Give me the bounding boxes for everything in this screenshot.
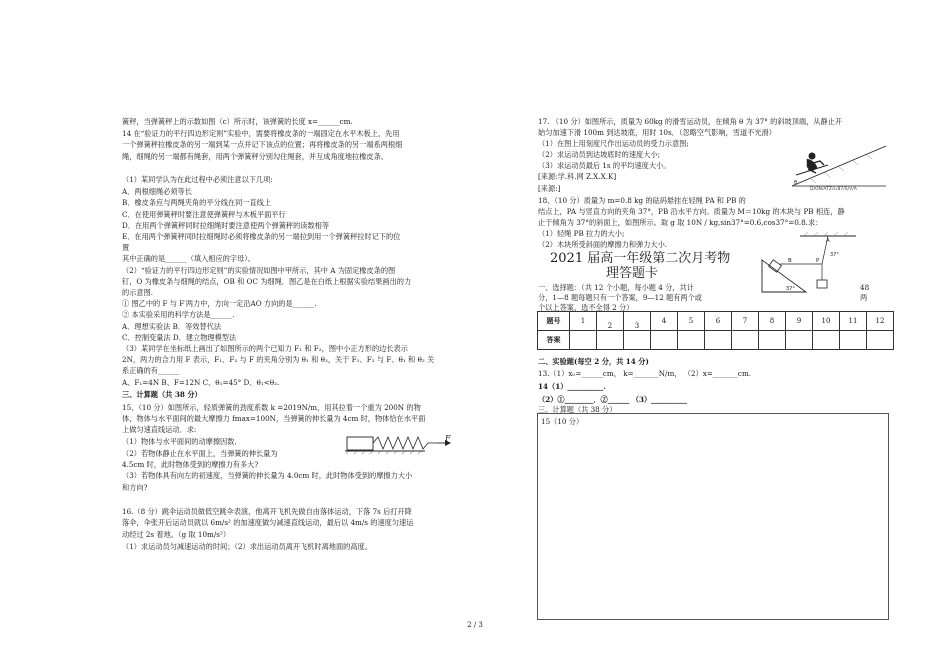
left-line: 2N，两力的合力用 F 表示，F₁、F₂ 与 F 的夹角分别为 θ₁ 和 θ₂，关于 F₁、F₂ 与 F、θ₁ 和 θ₂ 关 [122,355,435,364]
q14-answer-line: 14（1）__________. [538,382,606,391]
q18-line: 结点上，PA 与竖直方向的夹角 37°，PB 沿水平方向。质量为 M＝10kg 的木块与 PB 相连，静 [538,207,845,216]
answer-cell[interactable] [678,331,705,350]
q18-line: （1）轻绳 PB 拉力的大小; [538,229,625,238]
left-line: 4.5cm 时，此时物体受到的摩擦力有多大? [122,460,259,469]
question-number: 12 [867,312,894,331]
left-line: 15、（10 分）如图所示，轻质弹簧的劲度系数 k =2019N/m，用其拉着一个重为 200N 的物 [122,403,421,412]
section-one-line: 分，1—8 题每题只有一个答案，9—12 题有两个或 [538,293,702,302]
left-line: （1）求运动员匀减速运动的时间；（2）求出运动员离开飞机时离地面的高度。 [122,542,372,551]
svg-text:37°: 37° [830,252,839,258]
left-line: A．理想实验法 B．等效替代法 [122,322,222,331]
q15-answer-box[interactable] [537,413,889,620]
left-line: 上做匀速直线运动．求: [122,425,197,434]
page-number: 2 / 3 [467,621,483,629]
answer-cell[interactable] [867,331,894,350]
side-note: 两 [860,293,868,302]
question-number: 9 [786,312,813,331]
left-line: （1）物体与水平面间的动摩擦因数． [122,437,242,446]
left-line: A．两根细绳必须等长 [122,187,192,196]
question-number: 6 [705,312,732,331]
section-one-line: 个以上答案，选不全得 2 分） [538,303,634,312]
question-number: 7 [732,312,759,331]
question-number: 3 [624,312,651,331]
left-line: 系正确的有______ [122,366,180,375]
q17-line: [来源:] [538,184,561,193]
q17-line: 17. （10 分）如图所示，质量为 60kg 的滑雪运动员，在倾角 θ 为 37° 的斜坡顶端，从静止开 [538,117,843,126]
left-line: ① 图乙中的 F 与 F′两力中，方向一定沿AO 方向的是______. [122,299,317,308]
q17-line: （2）求运动员到达坡底时的速度大小; [538,150,660,159]
svg-text:A: A [826,238,830,244]
box-label: 15（10 分） [541,417,584,426]
answer-table [537,311,894,350]
left-line: E．在用两个弹簧秤同时拉细绳时必须将橡皮条的另一端拉到用一个弹簧秤拉时记下的位 [122,232,401,241]
answer-cell[interactable] [759,331,786,350]
figure-caption: D/ON/ATZ/L/87/S/V/A [810,187,857,191]
table-answer-label: 答案 [538,331,570,350]
left-line: 绳，细绳的另一端都有绳套，用两个弹簧秤分别勾住绳套，并互成角度地拉橡皮条。 [122,152,388,161]
answer-card-title: 2021 届高一年级第二次月考物 [550,251,731,266]
svg-text:B: B [788,258,792,264]
table-header-cell: 题号 [538,312,570,331]
answer-card-title-2: 理答题卡 [606,266,659,281]
skier-icon [796,153,828,175]
question-number: 11 [840,312,867,331]
q18-line: 18、（10 分）质量为 m=0.8 kg 的砝码悬挂在轻绳 PA 和 PB 的 [538,196,746,205]
section-one-line: 一、选择题：（共 12 个小题，每小题 4 分，共计 [538,283,694,292]
left-line: （1）某同学认为在此过程中必须注意以下几项: [122,175,273,184]
section-heading: 三、计算题（共 38 分） [122,390,202,399]
answer-cell[interactable] [732,331,759,350]
question-number: 5 [678,312,705,331]
left-line: 落伞，伞张开后运动员就以 6m/s² 的加速度做匀减速直线运动，最后以 4m/s 的速度匀速运 [122,518,414,527]
answer-cell[interactable] [705,331,732,350]
table-row [538,312,894,331]
q17-line: （1）在图上用刻度尺作出运动员的受力示意图; [538,139,689,148]
left-line: （2）“验证力的平行四边形定则”的实验情况如图中甲所示，其中 A 为固定橡皮条的图 [122,266,396,275]
section-three-heading: 三、计算题（共 38 分） [538,405,617,414]
answer-cell[interactable] [570,331,597,350]
slope-line [792,146,886,186]
skier-slope-figure [790,143,888,191]
spring-block-figure [345,432,455,454]
question-number: 10 [813,312,840,331]
left-line: 体，物体与水平面间的最大摩擦力 fmax=100N，当弹簧的伸长量为 4cm 时，物体恰在水平面 [122,414,426,423]
side-note: 48 [860,283,870,292]
answer-cell[interactable] [840,331,867,350]
left-line: 动经过 2s 着地。（g 取 10m/s²） [122,530,231,539]
q17-line: （3）求运动员最后 1s 的平均速度大小。 [538,161,671,170]
question-number: 4 [651,312,678,331]
incline-pulley-figure [760,232,860,298]
svg-text:F: F [445,434,451,443]
answer-cell[interactable] [597,331,624,350]
question-number: 2 [597,312,624,331]
left-line: 一个弹簧秤拉橡皮条的另一端到某一点并记下该点的位置；再将橡皮条的另一端系两根细 [122,140,403,149]
left-line: B．橡皮条应与两绳夹角的平分线在同一直线上 [122,198,272,207]
q17-line: 始匀加速下滑 100m 到达坡底，用时 10s．（忽略空气影响，雪道不光滑） [538,128,776,137]
block-shape [347,437,373,450]
section-two-heading: 二、实验题(每空 2 分，共 14 分) [538,357,649,366]
left-line: C．控制变量法 D．建立物理模型法 [122,333,237,342]
q17-line: [来源:学.科.网 Z.X.X.K] [538,172,617,181]
q13-answer-line: 13.（1）x₀=______cm， k=_______N/m， （2）x=_______cm. [538,369,752,378]
left-line: （3）某同学在坐标纸上画出了如图所示的两个已知力 F₁ 和 F₂，图中小正方形的边长表示 [122,344,408,353]
question-number: 8 [759,312,786,331]
left-line: C．在使用弹簧秤时要注意使弹簧秤与木板平面平行 [122,210,286,219]
answer-cell[interactable] [786,331,813,350]
left-line: （3）若物体具有向左的初速度，当弹簧的伸长量为 4.0cm 时，此时物体受到的摩擦力大小 [122,471,413,480]
left-line: 和方向? [122,483,148,492]
question-number: 1 [570,312,597,331]
left-line: 其中正确的是______（填入相应的字母）。 [122,254,255,263]
spring-coil [373,437,437,449]
answer-cell[interactable] [624,331,651,350]
svg-text:θ: θ [794,180,798,186]
q18-line: 止于倾角为 37°的斜面上，如图所示。取 g 取 10N / kg,sin37°=0.6,cos37°=0.8.求： [538,218,823,227]
left-line: D．在用两个弹簧秤同时拉细绳时要注意使两个弹簧秤的读数相等 [122,221,330,230]
incline-plane [762,260,806,292]
q18-line: （2）木块所受斜面的摩擦力和弹力大小. [538,240,668,249]
weight-block [817,280,827,288]
svg-text:P: P [816,258,820,264]
left-line: 16.（8 分）跳伞运动员做低空跳伞表演，他离开飞机先做自由落体运动，下落 7s 后打开降 [122,507,412,516]
left-line: 簧秤，当弹簧秤上的示数如图（c）所示时，该弹簧的长度 x=______cm. [122,117,353,126]
left-line: 的示意图. [122,288,154,297]
left-line: 14 在“验证力的平行四边形定则”实验中，需要将橡皮条的一端固定在水平木板上，先用 [122,129,400,138]
left-line: 钉，O 为橡皮条与细绳的结点，OB 和 OC 为细绳．图乙是在白纸上根据实验结果画出的力 [122,277,412,286]
table-row [538,331,894,350]
svg-text:37°: 37° [786,286,795,292]
left-line: （2）若物体静止在水平面上，当弹簧的伸长量为 [122,449,278,458]
left-line: 置 [122,243,130,252]
left-line: ② 本实验采用的科学方法是______. [122,310,235,319]
q14-answer-line-2: （2）①________．②______ （3）__________ [538,395,688,404]
left-line: A、F₁=4N B、F=12N C、θ₁=45° D、θ₁<θ₂. [122,378,280,387]
answer-cell[interactable] [651,331,678,350]
answer-cell[interactable] [813,331,840,350]
